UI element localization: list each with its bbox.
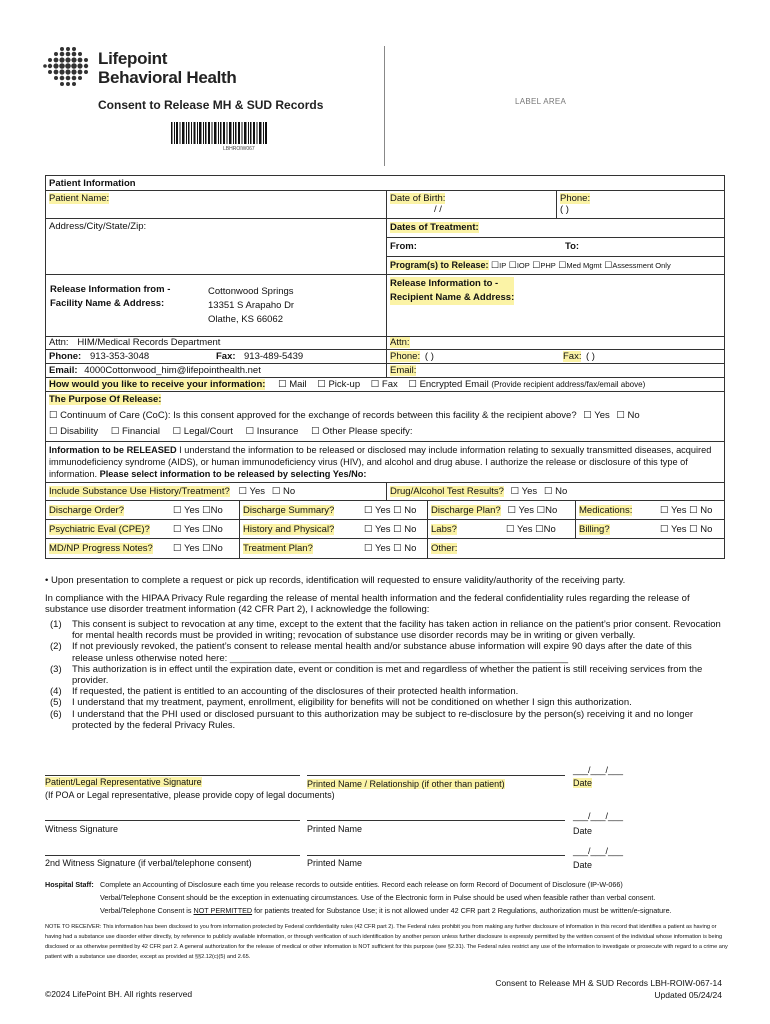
- facility-address: Cottonwood Springs 13351 S Arapaho Dr Olathe, KS 66062: [208, 286, 295, 325]
- discharge-order-yes-no[interactable]: ☐ Yes ☐No: [173, 505, 223, 516]
- from-email: Email: 4000Cottonwood_him@lifepointhealth.net: [46, 364, 387, 377]
- receive-question: How would you like to receive your information:: [49, 379, 266, 390]
- treatment-plan-yes-no[interactable]: ☐ Yes ☐ No: [364, 543, 417, 554]
- address-field[interactable]: [46, 219, 387, 274]
- purpose-row: [46, 392, 724, 442]
- witness2-signature-label: 2nd Witness Signature (if verbal/telephone consent): [45, 858, 252, 868]
- discharge-summary-yes-no[interactable]: ☐ Yes ☐ No: [364, 505, 417, 516]
- programs-row: [390, 260, 671, 271]
- receiver-notice: NOTE TO RECEIVER: This information has been disclosed to you from information protected by Federal confidentiality rules (42 CFR part 2). The Federal rules prohibit you from making any further disclosure of information in this record that identifies a patient as having or having had a substance use disorder either directly, by reference to publicly available information, or through verification of such identification by another person unless further disclosure is expressly permitted by the written consent of the individual whose information is being disclosed or as otherwise permitted by 42 CFR part 2. A general authorization for the release of medical or other information is NOT sufficient for this purpose (see §2.31). The Federal rules restrict any use of the information to investigate or prosecute with regard to a crime any patient with a substance use disorder, except as provided at §§2.12(c)(5) and 2.65.: [45, 924, 728, 960]
- purpose-options: [49, 426, 413, 437]
- drug-test-no-checkbox[interactable]: ☐ No: [543, 486, 568, 497]
- receive-method: [49, 379, 645, 390]
- purpose-other-checkbox[interactable]: ☐ Other Please specify:: [311, 426, 413, 437]
- purpose-legal-checkbox[interactable]: ☐ Legal/Court: [172, 426, 233, 437]
- id-bullet: • Upon presentation to complete a request or pick up records, identification will requested to ensure validity/authority of the receiving party.: [45, 575, 626, 586]
- dob-label: Date of Birth:: [390, 193, 446, 204]
- receive-fax-checkbox[interactable]: ☐ Fax: [370, 379, 398, 390]
- substance-yes-checkbox[interactable]: ☐ Yes: [238, 486, 266, 497]
- from-label[interactable]: From:: [390, 241, 417, 252]
- printed-name-relationship-label: Printed Name / Relationship (if other than patient): [307, 779, 505, 789]
- substance-cell: Include Substance Use History/Treatment? ☐ Yes ☐ No: [46, 483, 387, 500]
- receive-mail-checkbox[interactable]: ☐ Mail: [278, 379, 307, 390]
- record-progress-notes: MD/NP Progress Notes? ☐ Yes ☐No: [46, 539, 240, 558]
- substance-no-checkbox[interactable]: ☐ No: [271, 486, 296, 497]
- records-row-1: [46, 501, 724, 520]
- programs-label: Program(s) to Release:: [390, 260, 489, 270]
- attn-row: [46, 337, 724, 350]
- dob-field[interactable]: [387, 191, 557, 218]
- release-from-cell: [46, 275, 387, 336]
- records-row-2: [46, 520, 724, 539]
- release-to-label: Release Information to - Recipient Name & Address:: [390, 278, 515, 303]
- witness-printed-name-line[interactable]: [307, 820, 565, 821]
- coc-no-checkbox[interactable]: ☐ No: [616, 410, 640, 421]
- logo-line1: Lifepoint: [98, 49, 168, 68]
- compliance-text: In compliance with the HIPAA Privacy Rule regarding the release of mental health information and the federal confidentiality rules regarding the release of substance use disorder treatment information (42 CFR Part 2), I acknowledge the following:: [45, 593, 690, 616]
- from-phone-fax: Phone: 913-353-3048 Fax: 913-489-5439: [46, 350, 387, 363]
- patient-phone-label: Phone:: [560, 193, 591, 204]
- date-field-1[interactable]: ___/___/___: [573, 765, 624, 775]
- witness-printed-name-label: Printed Name: [307, 824, 363, 834]
- purpose-financial-checkbox[interactable]: ☐ Financial: [110, 426, 160, 437]
- to-label[interactable]: To:: [565, 241, 580, 252]
- to-email-field[interactable]: Email:: [390, 365, 417, 376]
- to-attn-field[interactable]: Attn:: [390, 337, 410, 348]
- billing-yes-no[interactable]: ☐ Yes ☐ No: [660, 524, 713, 535]
- record-medications: Medications: ☐ Yes ☐ No: [579, 505, 713, 516]
- list-item: (1) This consent is subject to revocation at any time, except to the extent that the facility has taken action in reliance on the patient’s prior consent. Revocation for mental health records must be provided in writing; revocation of substance use disorder records may be in writing or given verbally.: [50, 619, 721, 642]
- receive-pickup-checkbox[interactable]: ☐ Pick-up: [317, 379, 361, 390]
- receive-method-row: [46, 378, 724, 392]
- list-item: (4) If requested, the patient is entitled to an accounting of the disclosures of their protected health information.: [50, 686, 519, 698]
- patient-signature-line[interactable]: [45, 775, 300, 776]
- patient-info-header: [46, 176, 724, 191]
- record-discharge-plan: Discharge Plan? ☐ Yes ☐No: [428, 501, 576, 519]
- acknowledgement-list: [50, 619, 725, 731]
- list-item: (5) I understand that my treatment, payment, enrollment, eligibility for benefits will not be conditioned on whether I sign this authorization.: [50, 697, 632, 709]
- label-area: LABEL AREA: [515, 97, 567, 106]
- list-item: (6) I understand that the PHI used or disclosed pursuant to this authorization may be subject to re-disclosure by the person(s) receiving it and no longer protected by the federal Privacy Rules.: [50, 708, 694, 731]
- witness-signature-label: Witness Signature: [45, 824, 119, 834]
- patient-row: [46, 191, 724, 219]
- witness2-signature-line[interactable]: [45, 855, 300, 856]
- purpose-insurance-checkbox[interactable]: ☐ Insurance: [245, 426, 299, 437]
- section-title: Patient Information: [49, 178, 136, 189]
- lifepoint-logo-icon: [42, 46, 92, 88]
- patient-name-field[interactable]: [46, 191, 387, 218]
- receive-note: (Provide recipient address/fax/email above): [491, 380, 646, 389]
- record-discharge-order: Discharge Order? ☐ Yes ☐No: [46, 501, 240, 519]
- patient-signature-label: Patient/Legal Representative Signature: [45, 777, 202, 787]
- program-ip-checkbox[interactable]: ☐IP: [491, 260, 507, 270]
- label-divider: [384, 46, 385, 166]
- dob-value: / /: [434, 204, 442, 215]
- barcode-id: LBHROIW067: [223, 146, 255, 152]
- drug-test-yes-checkbox[interactable]: ☐ Yes: [510, 486, 538, 497]
- record-treatment-plan: Treatment Plan? ☐ Yes ☐ No: [240, 539, 428, 558]
- email-row: [46, 364, 724, 378]
- patient-name-label: Patient Name:: [49, 193, 110, 204]
- from-attn: Attn: HIM/Medical Records Department: [46, 337, 387, 349]
- coc-yes-checkbox[interactable]: ☐ Yes: [583, 410, 610, 421]
- barcode-icon: [171, 122, 267, 144]
- date-field-3[interactable]: ___/___/___: [573, 846, 624, 856]
- dates-label: Dates of Treatment:: [390, 222, 479, 233]
- address-row: [46, 219, 724, 275]
- history-physical-yes-no[interactable]: ☐ Yes ☐ No: [364, 524, 417, 535]
- release-from-label: Release Information from - Facility Name & Address:: [50, 284, 171, 309]
- program-php-checkbox[interactable]: ☐PHP: [532, 260, 556, 270]
- witness2-printed-name-line[interactable]: [307, 855, 565, 856]
- witness2-printed-name-label: Printed Name: [307, 858, 363, 868]
- program-iop-checkbox[interactable]: ☐IOP: [508, 260, 530, 270]
- release-parties-row: [46, 275, 724, 337]
- witness-signature-line[interactable]: [45, 820, 300, 821]
- drug-test-cell: Drug/Alcohol Test Results? ☐ Yes ☐ No: [390, 486, 568, 497]
- date-label-1: Date: [573, 778, 593, 788]
- patient-phone-value: ( ): [560, 204, 569, 215]
- release-to-cell[interactable]: [387, 275, 724, 336]
- coc-checkbox[interactable]: ☐: [49, 410, 61, 421]
- records-row-3: [46, 539, 724, 558]
- copyright: ©2024 LifePoint BH. All rights reserved: [45, 989, 193, 999]
- treatment-dates: [387, 219, 724, 274]
- staff-lines: Complete an Accounting of Disclosure each time you release records to outside entities. Record each release on form Record of Document of Disclosure (IP-W-066) Verbal/Telephone Consent should be the exception in extenuating circumstances. Use of the Electronic form in Pulse should be used when feasible rather than verbal consent. Verbal/Telephone Consent is NOT PERMITTED for patients treated for Substance Use; it is not allowed under 42 CFR part 2 Regulations, authorization must be written/e-signature.: [100, 880, 672, 915]
- record-billing: Billing? ☐ Yes ☐ No: [579, 524, 713, 535]
- purpose-disability-checkbox[interactable]: ☐ Disability: [49, 426, 99, 437]
- coc-question: ☐ Continuum of Care (CoC): Is this consent approved for the exchange of records between this facility & the recipient above? ☐ Yes ☐ No: [49, 410, 640, 421]
- substance-row: [46, 483, 724, 501]
- record-labs: Labs? ☐ Yes ☐No: [428, 520, 576, 538]
- released-info-row: [46, 442, 724, 483]
- date-field-2[interactable]: ___/___/___: [573, 811, 624, 821]
- purpose-title: The Purpose Of Release:: [49, 394, 162, 405]
- program-assessment-checkbox[interactable]: ☐Assessment Only: [604, 260, 671, 270]
- form-id: Consent to Release MH & SUD Records LBH-ROIW-067-14: [495, 978, 722, 988]
- psych-eval-yes-no[interactable]: ☐ Yes ☐No: [173, 524, 223, 535]
- medications-yes-no[interactable]: ☐ Yes ☐ No: [660, 505, 713, 516]
- list-item: (2) If not previously revoked, the patient’s consent to release mental health and/or substance abuse information will expire 90 days after the date of this release unless otherwise noted here: ________________________________________________________________: [50, 641, 692, 664]
- date-label-2: Date: [573, 826, 593, 836]
- poa-note: (If POA or Legal representative, please provide copy of legal documents): [45, 790, 335, 800]
- hospital-staff-label: Hospital Staff:: [45, 880, 94, 889]
- labs-yes-no[interactable]: ☐ Yes ☐No: [506, 524, 556, 535]
- receive-email-checkbox[interactable]: ☐ Encrypted Email: [408, 379, 489, 390]
- date-label-3: Date: [573, 860, 593, 870]
- record-other-field[interactable]: Other:: [431, 543, 458, 554]
- logo-wordmark: [98, 49, 237, 87]
- list-item: (3) This authorization is in effect until the expiration date, event or condition is met and regardless of whether the patient is still receiving services from the provider.: [50, 663, 703, 687]
- address-label: Address/City/State/Zip:: [49, 221, 147, 232]
- record-history-physical: History and Physical? ☐ Yes ☐ No: [240, 520, 428, 538]
- program-medmgmt-checkbox[interactable]: ☐Med Mgmt: [558, 260, 602, 270]
- logo-line2: Behavioral Health: [98, 68, 237, 87]
- updated-date: Updated 05/24/24: [654, 990, 722, 1000]
- document-title: Consent to Release MH & SUD Records: [98, 98, 324, 112]
- hospital-staff-notes: [45, 878, 730, 917]
- form-id-block: [495, 977, 722, 1001]
- progress-notes-yes-no[interactable]: ☐ Yes ☐No: [173, 543, 223, 554]
- record-psych-eval: Psychiatric Eval (CPE)? ☐ Yes ☐No: [46, 520, 240, 538]
- to-phone-fax[interactable]: Phone: ( ) Fax: ( ): [390, 351, 595, 362]
- released-info-text: Information to be RELEASED I understand the information to be released or disclosed may include information relating to sexually transmitted diseases, acquired immunodeficiency syndrome (AIDS), or human immunodeficiency virus (HIV), and alcohol and drug abuse. I authorize the release or disclosure of this type of information. Please select information to be released by selecting Yes/No:: [49, 445, 712, 479]
- record-discharge-summary: Discharge Summary? ☐ Yes ☐ No: [240, 501, 428, 519]
- from-attn-value: HIM/Medical Records Department: [77, 337, 221, 348]
- phone-fax-row: [46, 350, 724, 364]
- printed-name-line[interactable]: [307, 775, 565, 776]
- consent-form: [45, 175, 725, 559]
- discharge-plan-yes-no[interactable]: ☐ Yes ☐No: [507, 505, 558, 516]
- patient-phone-field[interactable]: [557, 191, 724, 218]
